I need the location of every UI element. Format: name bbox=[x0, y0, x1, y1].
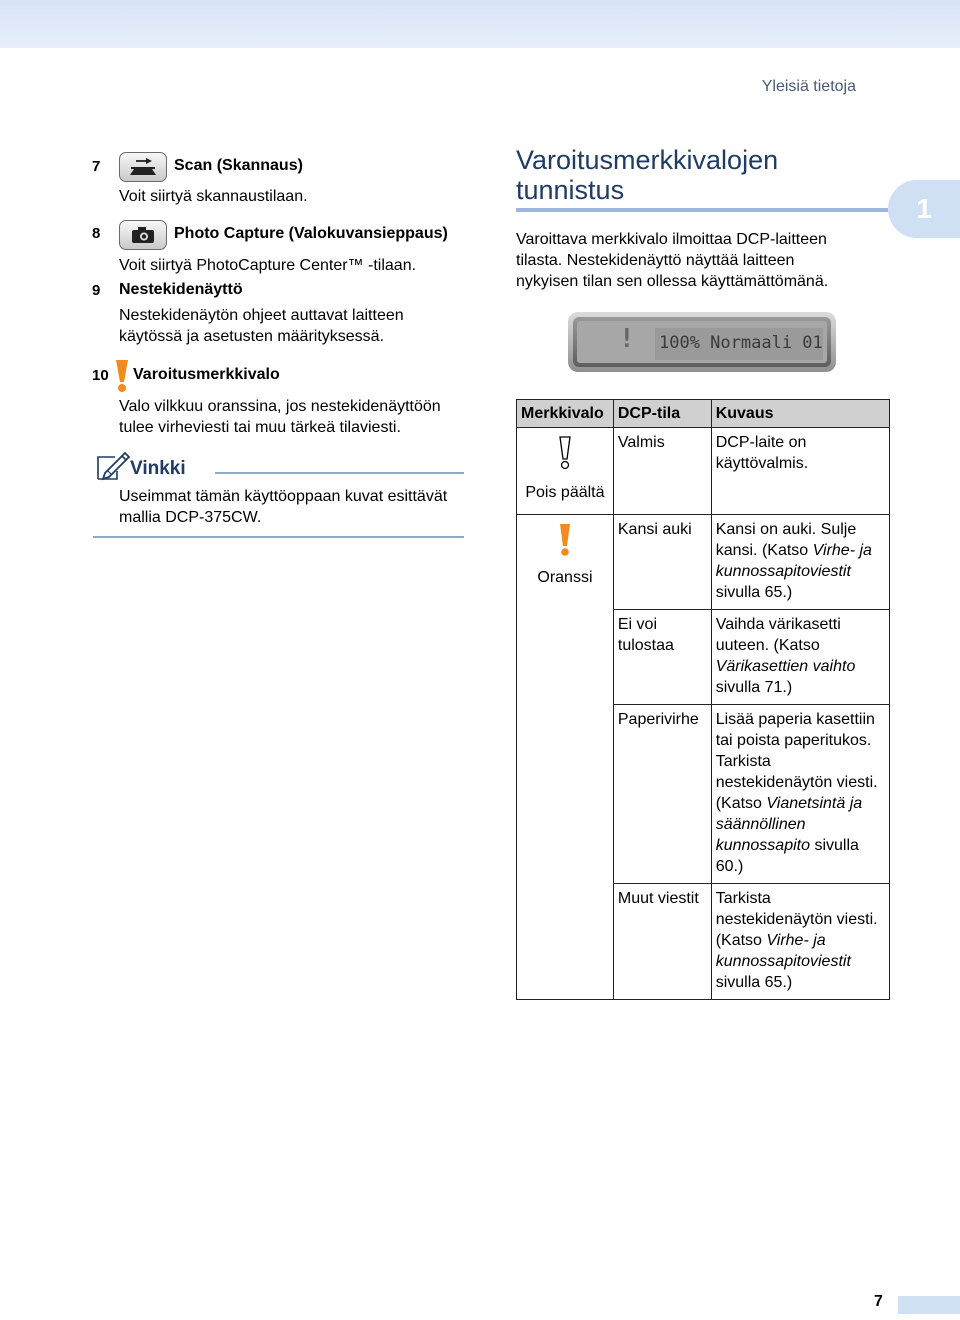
light-orange-icon bbox=[521, 523, 609, 563]
dcp-state-text: Paperivirhe bbox=[617, 711, 699, 728]
page-number: 7 bbox=[874, 1293, 883, 1310]
reference-title: Virhe- ja kunnossapitoviestit bbox=[715, 542, 872, 580]
description-text: Tarkista nestekidenäytön viesti. (Katso bbox=[715, 890, 878, 949]
item-number: 9 bbox=[92, 282, 101, 299]
reference-title: Värikasettien vaihto bbox=[715, 658, 856, 675]
lcd-display bbox=[568, 312, 836, 372]
item-number: 10 bbox=[92, 367, 109, 384]
item-number: 7 bbox=[92, 158, 101, 175]
status-table bbox=[516, 399, 890, 1000]
item-description-line: käytössä ja asetusten määrityksessä. bbox=[119, 328, 385, 345]
item-title: Varoitusmerkkivalo bbox=[133, 366, 280, 383]
section-title-line: Varoitusmerkkivalojen bbox=[516, 145, 779, 175]
page-number-bar bbox=[898, 1296, 960, 1314]
description-cell bbox=[711, 515, 889, 610]
dcp-state-text: Kansi auki bbox=[617, 521, 692, 538]
description-page-ref: sivulla 71.) bbox=[715, 679, 793, 696]
reference-title: Virhe- ja kunnossapitoviestit bbox=[715, 932, 851, 970]
dcp-state-text: tulostaa bbox=[617, 637, 674, 654]
note-title: Vinkki bbox=[130, 458, 186, 479]
status-label-orange: Oranssi bbox=[537, 569, 593, 586]
light-off-icon bbox=[521, 436, 609, 476]
dcp-state-text: Ei voi bbox=[617, 616, 657, 633]
section-intro-line: Varoittava merkkivalo ilmoittaa DCP-laitteen bbox=[516, 231, 827, 248]
description-text: Vaihda värikasetti uuteen. (Katso bbox=[715, 616, 841, 654]
status-label-off: Pois päältä bbox=[525, 484, 605, 501]
section-intro-line: tilasta. Nestekidenäyttö näyttää laitteen bbox=[516, 252, 795, 269]
item-description: Voit siirtyä PhotoCapture Center™ -tilaan. bbox=[119, 257, 417, 274]
dcp-state-text: Muut viestit bbox=[617, 890, 699, 907]
dcp-state-cell bbox=[613, 610, 711, 705]
description-page-ref: sivulla 60.) bbox=[715, 837, 859, 875]
item-title: Nestekidenäyttö bbox=[119, 281, 243, 298]
description-text: Lisää paperia kasettiin tai poista paperitukos. Tarkista nestekidenäytön viesti. (Katso bbox=[715, 711, 878, 812]
item-description-line: tulee virheviesti tai muu tärkeä tilaviesti. bbox=[119, 419, 401, 436]
table-header-row bbox=[517, 400, 890, 428]
section-rule bbox=[516, 208, 888, 212]
header-kuvaus: Kuvaus bbox=[711, 400, 889, 428]
description-cell bbox=[711, 428, 889, 515]
dcp-state-cell bbox=[613, 515, 711, 610]
description-text: Kansi on auki. Sulje kansi. (Katso bbox=[715, 521, 857, 559]
pencil-note-icon bbox=[95, 449, 131, 486]
item-title: Photo Capture (Valokuvansieppaus) bbox=[174, 225, 448, 242]
reference-title: Vianetsintä ja säännöllinen kunnossapito bbox=[715, 795, 863, 854]
item-title: Scan (Skannaus) bbox=[174, 157, 303, 174]
note-text-line: Useimmat tämän käyttöoppaan kuvat esittävät bbox=[119, 488, 448, 505]
note-text-line: mallia DCP-375CW. bbox=[119, 509, 262, 526]
table-row bbox=[517, 515, 890, 610]
chapter-tab: 1 bbox=[888, 180, 960, 238]
note-top-rule bbox=[215, 472, 464, 474]
item-description: Voit siirtyä skannaustilaan. bbox=[119, 188, 308, 205]
warning-exclamation-icon bbox=[114, 359, 130, 398]
section-title-line: tunnistus bbox=[516, 175, 625, 205]
dcp-state-cell bbox=[613, 705, 711, 884]
description-page-ref: sivulla 65.) bbox=[715, 584, 793, 601]
item-number: 8 bbox=[92, 225, 101, 242]
running-title: Yleisiä tietoja bbox=[761, 78, 856, 95]
description-cell bbox=[711, 884, 889, 1000]
top-band bbox=[0, 0, 960, 48]
lcd-status-text: 100% Normaali 01 bbox=[659, 333, 823, 353]
section-intro-line: nykyisen tilan sen ollessa käyttämättömänä. bbox=[516, 273, 829, 290]
dcp-state-cell: Valmis bbox=[613, 428, 711, 515]
status-cell-orange bbox=[517, 515, 614, 1000]
header-dcp-tila: DCP-tila bbox=[613, 400, 711, 428]
description-page-ref: sivulla 65.) bbox=[715, 974, 793, 991]
table-row bbox=[517, 428, 890, 515]
lcd-warning-glyph: ! bbox=[619, 324, 635, 354]
description-cell bbox=[711, 610, 889, 705]
item-description-line: Nestekidenäytön ohjeet auttavat laitteen bbox=[119, 307, 404, 324]
dcp-state-cell bbox=[613, 884, 711, 1000]
status-cell-off bbox=[517, 428, 614, 515]
scan-button-icon bbox=[119, 152, 167, 182]
item-description-line: Valo vilkkuu oranssina, jos nestekidenäyttöön bbox=[119, 398, 441, 415]
note-bottom-rule bbox=[93, 536, 464, 538]
description-line: DCP-laite on bbox=[715, 434, 807, 451]
camera-button-icon bbox=[119, 220, 167, 250]
header-merkkivalo: Merkkivalo bbox=[517, 400, 614, 428]
description-line: käyttövalmis. bbox=[715, 455, 809, 472]
description-cell bbox=[711, 705, 889, 884]
